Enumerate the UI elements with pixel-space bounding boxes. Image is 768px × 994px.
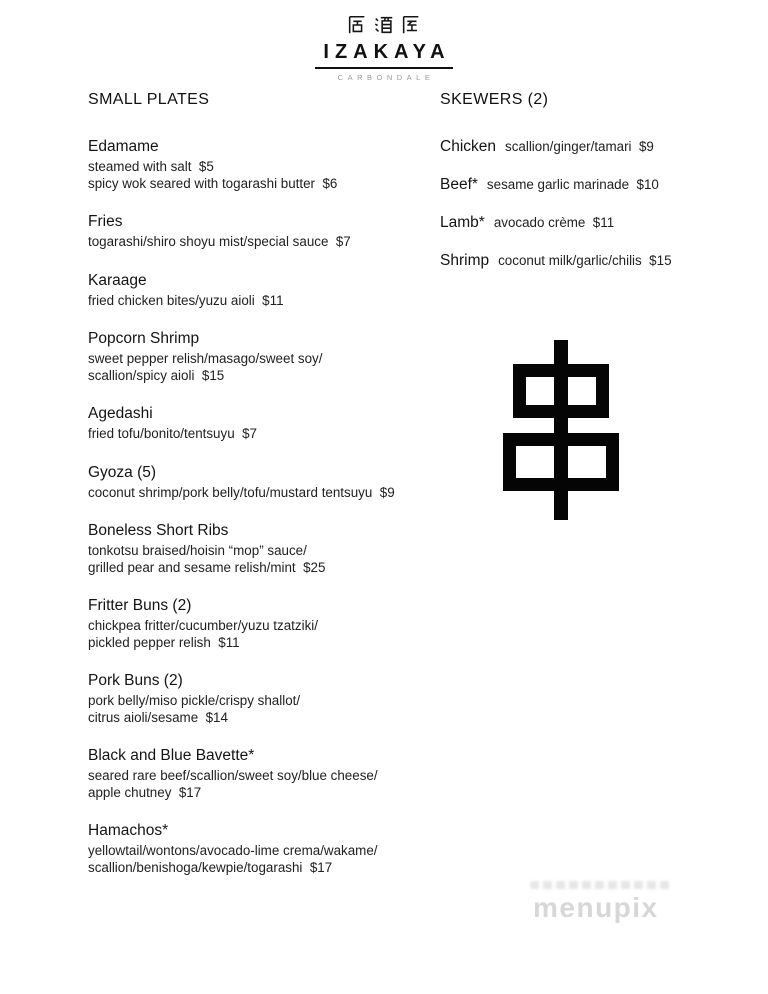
item-name: Hamachos* [88,822,169,839]
item-description-line: scallion/spicy aioli $15 [88,367,225,383]
item-description-line: fried tofu/bonito/tentsuyu $7 [88,426,257,441]
menu-item-boneless-short-ribs [88,520,433,576]
item-name: Agedashi [88,405,153,422]
menupix-watermark: menupix [533,892,659,923]
item-description-line: grilled pear and sesame relish/mint $25 [88,559,326,575]
skewer-kanji-text [497,340,498,341]
skewers-section [440,90,730,288]
item-name: Fritter Buns (2) [88,597,192,614]
skewer-item-chicken [440,136,730,157]
item-description-line: steamed with salt $5 [88,159,214,174]
restaurant-logo [0,14,768,82]
menu-item-popcorn-shrimp [88,328,433,384]
skewer-item-beef [440,174,730,195]
menu-item-gyoza [88,462,433,502]
skewer-name: Chicken [440,138,496,155]
skewer-item-lamb [440,212,730,233]
item-name: Fries [88,213,123,230]
item-description-line: pork belly/miso pickle/crispy shallot/ [88,693,301,708]
skewer-name: Lamb* [440,214,485,231]
skewer-kanji-stroke [503,433,619,491]
menu-item-edamame [88,136,433,192]
kanji-izakaya-3-icon [400,14,422,36]
item-description-line: fried chicken bites/yuzu aioli $11 [88,292,284,308]
item-description-line: spicy wok seared with togarashi butter $6 [88,175,338,191]
menu-item-fritter-buns [88,595,433,651]
skewer-description: coconut milk/garlic/chilis $15 [498,253,672,268]
location-name: CARBONDALE [337,73,435,82]
brand-name: IZAKAYA [315,41,452,69]
menu-item-fries [88,211,433,251]
item-name: Black and Blue Bavette* [88,747,255,764]
item-description-line: scallion/benishoga/kewpie/togarashi $17 [88,859,333,875]
skewer-kanji-icon [497,340,625,520]
kanji-izakaya-2-icon [373,14,395,36]
menu-item-black-and-blue-bavette [88,745,433,801]
item-description-line: tonkotsu braised/hoisin “mop” sauce/ [88,543,307,558]
item-description-line: sweet pepper relish/masago/sweet soy/ [88,351,323,366]
item-description-line: togarashi/shiro shoyu mist/special sauce $7 [88,234,351,249]
item-name: Edamame [88,138,159,155]
skewer-description: scallion/ginger/tamari $9 [505,139,654,154]
item-description-line: pickled pepper relish $11 [88,634,240,650]
item-description-line: apple chutney $17 [88,784,202,800]
menu-item-hamachos [88,820,433,876]
section-title-skewers: SKEWERS (2) [440,91,549,108]
skewer-description: avocado crème $11 [493,215,615,230]
item-description-line: coconut shrimp/pork belly/tofu/mustard tentsuyu $9 [88,484,395,500]
small-plates-section [88,90,433,895]
item-name: Karaage [88,271,147,289]
skewer-name: Beef* [440,176,478,193]
faint-watermark [530,881,672,889]
item-description-line: seared rare beef/scallion/sweet soy/blue cheese/ [88,768,378,783]
menu-item-pork-buns [88,670,433,726]
menu-item-agedashi [88,403,433,443]
section-title-small-plates: SMALL PLATES [88,91,210,108]
item-name: Pork Buns (2) [88,672,183,689]
skewer-kanji-stroke [513,364,609,418]
item-name: Gyoza (5) [88,463,157,481]
item-description-line: citrus aioli/sesame $14 [88,709,228,725]
item-name: Boneless Short Ribs [88,522,229,539]
skewer-name: Shrimp [440,252,490,269]
kanji-logo [346,14,422,36]
skewer-item-shrimp [440,250,730,271]
item-description-line: chickpea fritter/cucumber/yuzu tzatziki/ [88,618,318,633]
kanji-izakaya-1-icon [346,14,368,36]
skewer-description: sesame garlic marinade $10 [486,177,659,192]
item-name: Popcorn Shrimp [88,330,200,347]
item-description-line: yellowtail/wontons/avocado-lime crema/wakame/ [88,843,378,858]
menu-item-karaage [88,270,433,310]
